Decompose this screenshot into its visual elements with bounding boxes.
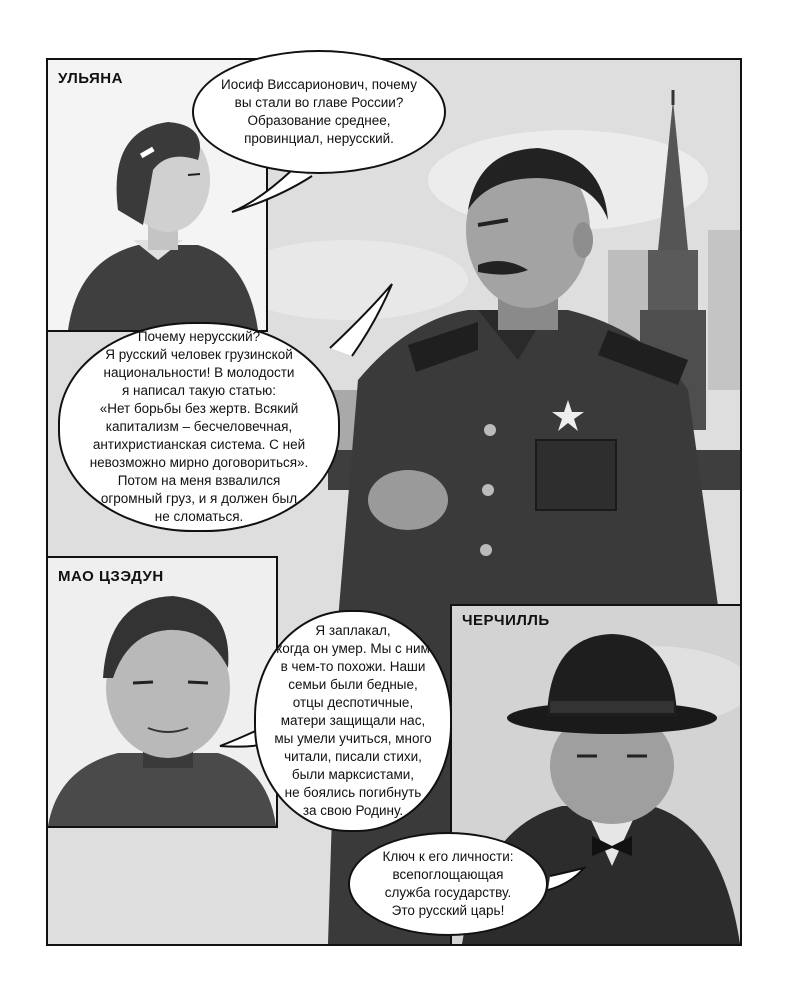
mao-illustration bbox=[48, 558, 276, 826]
ulyana-name: УЛЬЯНА bbox=[58, 70, 123, 87]
stalin-speech-text: Почему нерусский? Я русский человек грузинской национальности! В молодости я написал такую статью: «Нет борьбы без жертв. Всякий капитализм – бесчеловечная, антихристианская система. С ней невозможно мирно договориться». Потом на меня взвалился огромный груз, и я должен был не сломаться. bbox=[89, 329, 309, 524]
churchill-speech-text: Ключ к его личности: всепоглощающая служба государству. Это русский царь! bbox=[382, 849, 514, 918]
churchill-name: ЧЕРЧИЛЛЬ bbox=[462, 612, 550, 629]
mao-panel bbox=[46, 556, 278, 828]
ulyana-speech-text: Иосиф Виссарионович, почему вы стали во главе России? Образование среднее, провинциал, нерусский. bbox=[221, 77, 417, 146]
mao-speech-bubble bbox=[254, 610, 452, 832]
churchill-speech-bubble bbox=[348, 832, 548, 936]
ulyana-speech-bubble bbox=[192, 50, 446, 174]
mao-speech-text: Я заплакал, когда он умер. Мы с ним в чем-то похожи. Наши семьи были бедные, отцы деспотичные, матери защищали нас, мы умели учиться, много читали, писали стихи, были марксистами, не боялись погибнуть за свою Родину. bbox=[274, 623, 432, 818]
mao-name: МАО ЦЗЭДУН bbox=[58, 568, 164, 585]
stalin-speech-bubble bbox=[58, 322, 340, 532]
